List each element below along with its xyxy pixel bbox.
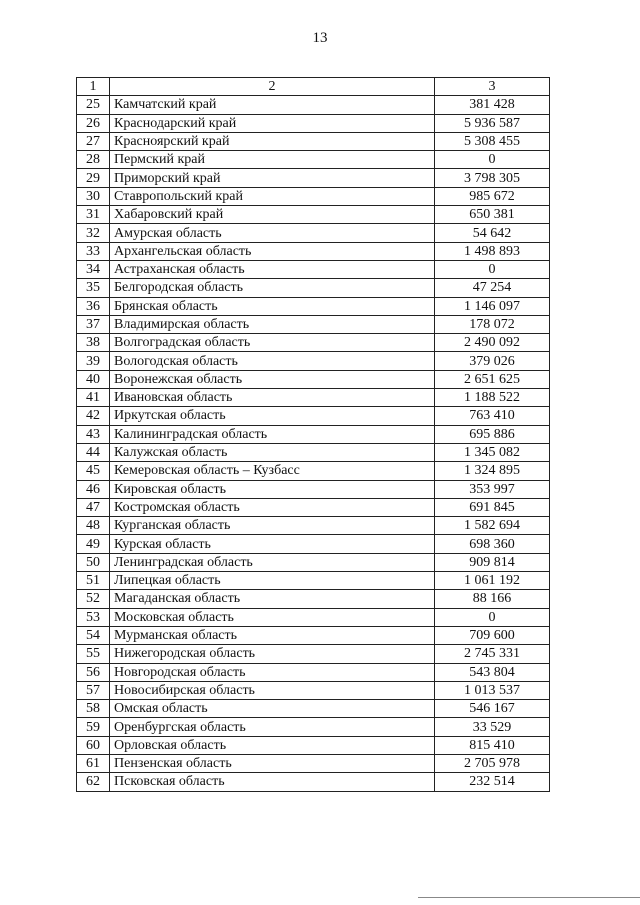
row-number: 31	[77, 206, 110, 224]
table-row	[77, 535, 550, 553]
table-row	[77, 151, 550, 169]
region-value: 47 254	[435, 279, 550, 297]
row-number: 26	[77, 114, 110, 132]
table-row	[77, 407, 550, 425]
row-number: 50	[77, 553, 110, 571]
region-value: 2 745 331	[435, 645, 550, 663]
region-name: Калужская область	[110, 443, 435, 461]
region-name: Краснодарский край	[110, 114, 435, 132]
table-row	[77, 681, 550, 699]
table-row	[77, 553, 550, 571]
region-value: 381 428	[435, 96, 550, 114]
region-value: 709 600	[435, 626, 550, 644]
region-value: 2 490 092	[435, 334, 550, 352]
region-name: Омская область	[110, 700, 435, 718]
region-value: 379 026	[435, 352, 550, 370]
scan-edge-line	[418, 897, 640, 898]
row-number: 32	[77, 224, 110, 242]
region-name: Брянская область	[110, 297, 435, 315]
region-name: Новгородская область	[110, 663, 435, 681]
region-value: 0	[435, 151, 550, 169]
region-value: 695 886	[435, 425, 550, 443]
row-number: 27	[77, 132, 110, 150]
region-value: 0	[435, 260, 550, 278]
region-name: Иркутская область	[110, 407, 435, 425]
table-row	[77, 242, 550, 260]
row-number: 35	[77, 279, 110, 297]
table-row	[77, 462, 550, 480]
region-value: 909 814	[435, 553, 550, 571]
region-name: Новосибирская область	[110, 681, 435, 699]
table-row	[77, 645, 550, 663]
region-value: 353 997	[435, 480, 550, 498]
row-number: 42	[77, 407, 110, 425]
region-value: 763 410	[435, 407, 550, 425]
table-row	[77, 572, 550, 590]
region-name: Оренбургская область	[110, 718, 435, 736]
column-header-value: 3	[435, 78, 550, 96]
row-number: 36	[77, 297, 110, 315]
row-number: 54	[77, 626, 110, 644]
region-value: 3 798 305	[435, 169, 550, 187]
region-name: Астраханская область	[110, 260, 435, 278]
table-row	[77, 224, 550, 242]
region-name: Псковская область	[110, 773, 435, 791]
region-name: Московская область	[110, 608, 435, 626]
region-value: 33 529	[435, 718, 550, 736]
table-row	[77, 736, 550, 754]
row-number: 49	[77, 535, 110, 553]
region-value: 691 845	[435, 498, 550, 516]
table-row	[77, 425, 550, 443]
region-name: Пензенская область	[110, 754, 435, 772]
region-name: Белгородская область	[110, 279, 435, 297]
region-name: Курганская область	[110, 517, 435, 535]
region-value: 0	[435, 608, 550, 626]
row-number: 25	[77, 96, 110, 114]
region-name: Ивановская область	[110, 389, 435, 407]
region-value: 2 651 625	[435, 370, 550, 388]
table-row	[77, 773, 550, 791]
region-name: Курская область	[110, 535, 435, 553]
region-value: 543 804	[435, 663, 550, 681]
row-number: 34	[77, 260, 110, 278]
table-row	[77, 370, 550, 388]
row-number: 41	[77, 389, 110, 407]
region-value: 232 514	[435, 773, 550, 791]
row-number: 62	[77, 773, 110, 791]
table-row	[77, 279, 550, 297]
table-row	[77, 517, 550, 535]
table-row	[77, 114, 550, 132]
table-row	[77, 206, 550, 224]
region-value: 1 345 082	[435, 443, 550, 461]
region-value: 5 308 455	[435, 132, 550, 150]
row-number: 44	[77, 443, 110, 461]
row-number: 37	[77, 315, 110, 333]
column-header-name: 2	[110, 78, 435, 96]
region-value: 1 324 895	[435, 462, 550, 480]
row-number: 45	[77, 462, 110, 480]
region-name: Ставропольский край	[110, 187, 435, 205]
table-row	[77, 315, 550, 333]
row-number: 30	[77, 187, 110, 205]
region-name: Нижегородская область	[110, 645, 435, 663]
row-number: 29	[77, 169, 110, 187]
table-row	[77, 754, 550, 772]
region-value: 1 146 097	[435, 297, 550, 315]
region-name: Волгоградская область	[110, 334, 435, 352]
region-name: Орловская область	[110, 736, 435, 754]
row-number: 56	[77, 663, 110, 681]
region-name: Ленинградская область	[110, 553, 435, 571]
table-row	[77, 718, 550, 736]
row-number: 28	[77, 151, 110, 169]
table-row	[77, 132, 550, 150]
row-number: 38	[77, 334, 110, 352]
row-number: 47	[77, 498, 110, 516]
table-row	[77, 498, 550, 516]
row-number: 46	[77, 480, 110, 498]
row-number: 51	[77, 572, 110, 590]
table-header-row	[77, 78, 550, 96]
region-value: 1 013 537	[435, 681, 550, 699]
region-name: Кировская область	[110, 480, 435, 498]
region-name: Кемеровская область – Кузбасс	[110, 462, 435, 480]
region-name: Амурская область	[110, 224, 435, 242]
table-row	[77, 260, 550, 278]
table-row	[77, 700, 550, 718]
data-table	[76, 77, 550, 792]
region-value: 1 061 192	[435, 572, 550, 590]
region-value: 1 582 694	[435, 517, 550, 535]
region-name: Хабаровский край	[110, 206, 435, 224]
region-name: Камчатский край	[110, 96, 435, 114]
region-value: 5 936 587	[435, 114, 550, 132]
region-value: 54 642	[435, 224, 550, 242]
row-number: 39	[77, 352, 110, 370]
table-row	[77, 663, 550, 681]
table-row	[77, 169, 550, 187]
table-row	[77, 443, 550, 461]
region-name: Мурманская область	[110, 626, 435, 644]
region-name: Красноярский край	[110, 132, 435, 150]
region-value: 985 672	[435, 187, 550, 205]
page-number: 13	[312, 30, 328, 46]
region-name: Пермский край	[110, 151, 435, 169]
region-value: 698 360	[435, 535, 550, 553]
region-value: 88 166	[435, 590, 550, 608]
region-name: Калининградская область	[110, 425, 435, 443]
region-value: 1 498 893	[435, 242, 550, 260]
table-row	[77, 389, 550, 407]
row-number: 55	[77, 645, 110, 663]
region-value: 650 381	[435, 206, 550, 224]
row-number: 57	[77, 681, 110, 699]
region-value: 546 167	[435, 700, 550, 718]
region-name: Липецкая область	[110, 572, 435, 590]
row-number: 60	[77, 736, 110, 754]
region-name: Приморский край	[110, 169, 435, 187]
region-value: 178 072	[435, 315, 550, 333]
table-row	[77, 590, 550, 608]
table-row	[77, 297, 550, 315]
region-name: Воронежская область	[110, 370, 435, 388]
row-number: 40	[77, 370, 110, 388]
row-number: 61	[77, 754, 110, 772]
row-number: 53	[77, 608, 110, 626]
table-body	[77, 96, 550, 791]
row-number: 59	[77, 718, 110, 736]
row-number: 43	[77, 425, 110, 443]
row-number: 48	[77, 517, 110, 535]
region-name: Вологодская область	[110, 352, 435, 370]
row-number: 58	[77, 700, 110, 718]
table-row	[77, 626, 550, 644]
table-row	[77, 96, 550, 114]
table-row	[77, 352, 550, 370]
region-name: Костромская область	[110, 498, 435, 516]
table-row	[77, 608, 550, 626]
region-value: 815 410	[435, 736, 550, 754]
table-row	[77, 334, 550, 352]
region-name: Магаданская область	[110, 590, 435, 608]
table-row	[77, 480, 550, 498]
column-header-number: 1	[77, 78, 110, 96]
region-name: Владимирская область	[110, 315, 435, 333]
row-number: 33	[77, 242, 110, 260]
region-value: 1 188 522	[435, 389, 550, 407]
table-row	[77, 187, 550, 205]
region-name: Архангельская область	[110, 242, 435, 260]
row-number: 52	[77, 590, 110, 608]
region-value: 2 705 978	[435, 754, 550, 772]
